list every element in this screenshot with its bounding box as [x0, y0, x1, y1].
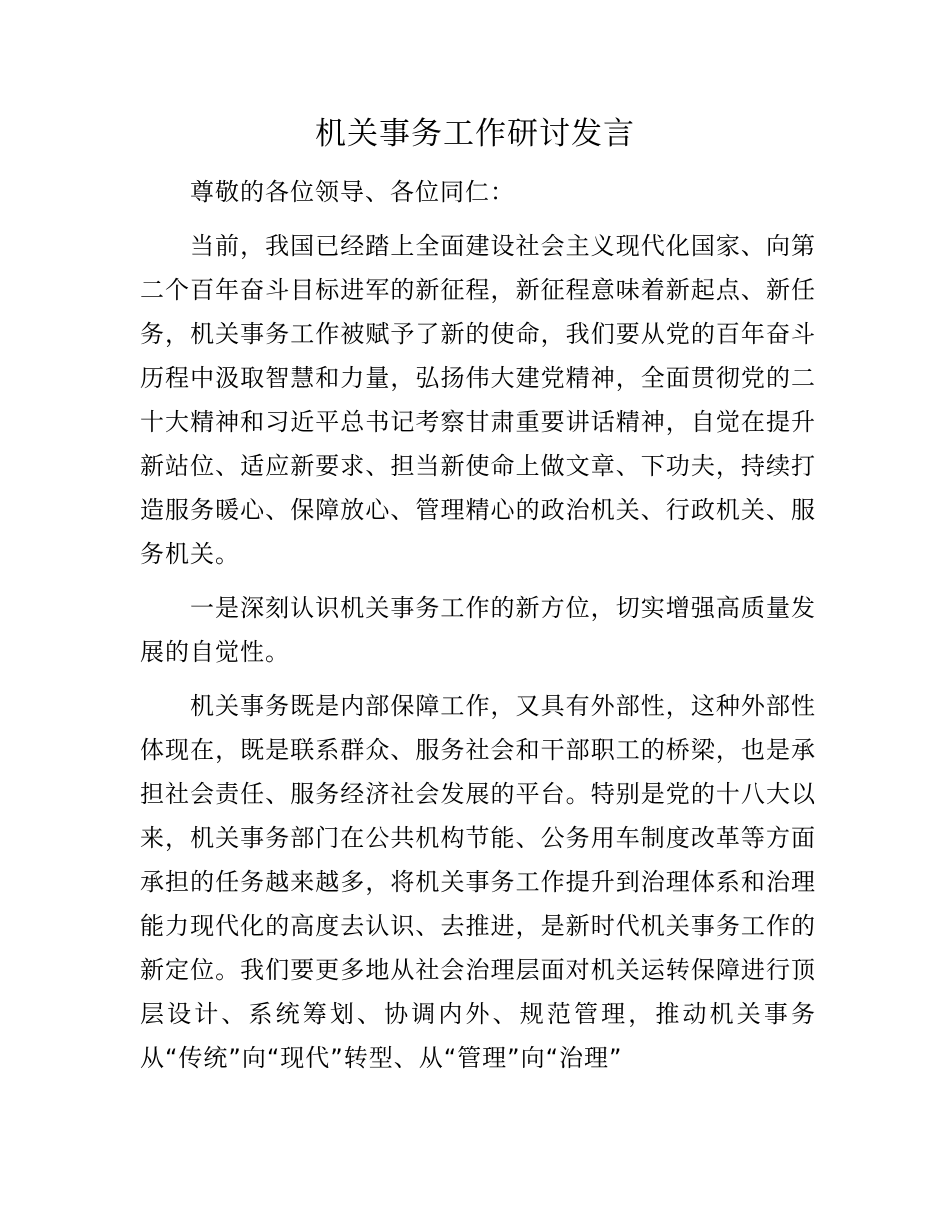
greeting-line: 尊敬的各位领导、各位同仁：	[190, 178, 515, 206]
paragraph-point-one-body: 机关事务既是内部保障工作，又具有外部性，这种外部性体现在，既是联系群众、服务社会和干部职工的桥梁，也是承担社会责任、服务经济社会发展的平台。特别是党的十八大以来，机关事务部门在公共机构节能、公务用车制度改革等方面承担的任务越来越多，将机关事务工作提升到治理体系和治理能力现代化的高度去认识、去推进，是新时代机关事务工作的新定位。我们要更多地从社会治理层面对机关运转保障进行顶层设计、系统筹划、协调内外、规范管理，推动机关事务从“传统”向“现代”转型、从“管理”向“治理”	[140, 692, 816, 1072]
paragraph-intro: 当前，我国已经踏上全面建设社会主义现代化国家、向第二个百年奋斗目标进军的新征程，新征程意味着新起点、新任务，机关事务工作被赋予了新的使命，我们要从党的百年奋斗历程中汲取智慧和力量，弘扬伟大建党精神，全面贯彻党的二十大精神和习近平总书记考察甘肃重要讲话精神，自觉在提升新站位、适应新要求、担当新使命上做文章、下功夫，持续打造服务暖心、保障放心、管理精心的政治机关、行政机关、服务机关。	[140, 232, 816, 568]
paragraph-point-one-heading: 一是深刻认识机关事务工作的新方位，切实增强高质量发展的自觉性。	[140, 594, 816, 666]
document-body	[140, 170, 816, 1090]
document-title: 机关事务工作研讨发言	[315, 116, 635, 152]
